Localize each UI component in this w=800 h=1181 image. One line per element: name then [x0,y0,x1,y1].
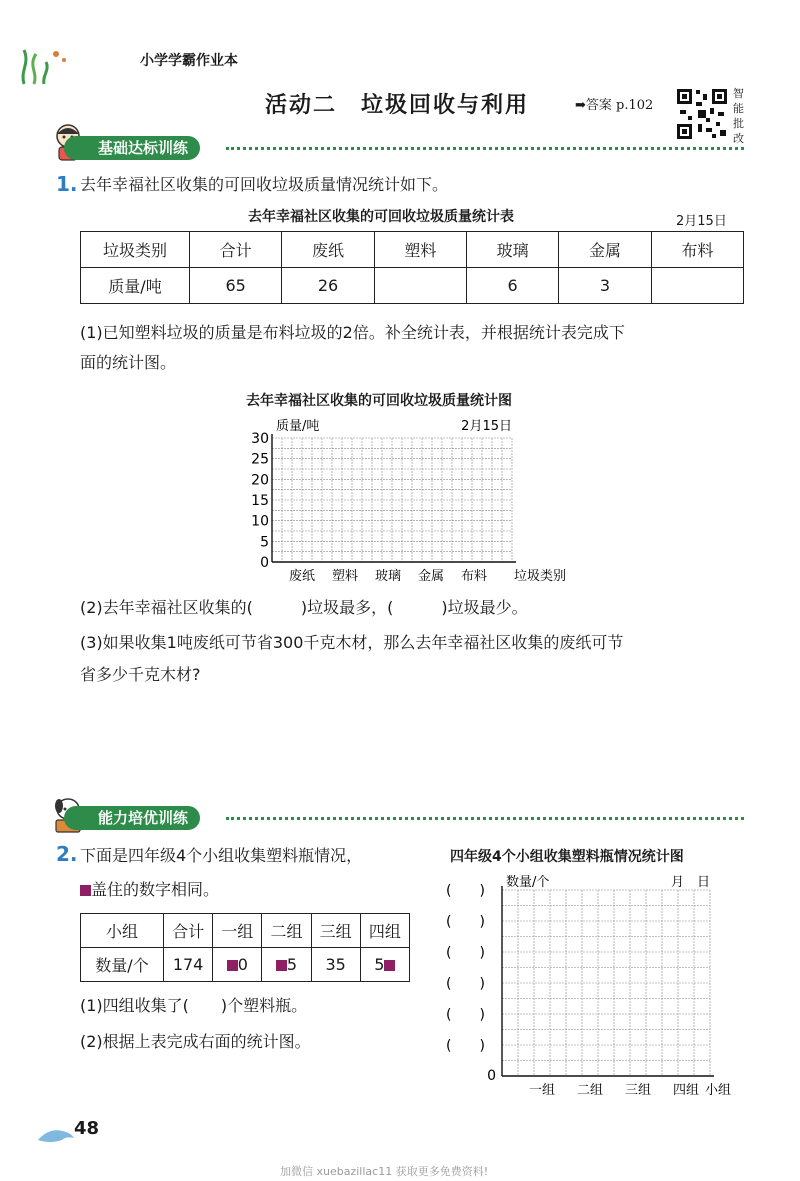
book-title: 小学学霸作业本 [140,53,238,69]
question-text: 下面是四年级4个小组收集塑料瓶情况， [80,846,363,865]
page-number: 48 [74,1118,100,1139]
table-cell: 174 [164,948,213,982]
y-tick-blank: ( ) [446,914,485,930]
table-date: 2月15日 [676,214,727,229]
sub-question-2: (2)去年幸福社区收集的( )垃圾最多，( )垃圾最少。 [80,598,528,617]
y-tick-blank: ( ) [446,1007,485,1023]
sub-question-2: (2)根据上表完成右面的统计图。 [80,1032,311,1051]
x-tick-label: 金属 [417,569,445,584]
x-tick-label: 二组 [576,1083,604,1098]
x-tick-label: 塑料 [331,569,359,584]
section-banner-basic: 基础达标训练 [64,136,200,160]
table-header-cell: 塑料 [374,232,466,268]
sub-question-3: (3)如果收集1吨废纸可节省300千克木材，那么去年幸福社区收集的废纸可节 [80,633,624,652]
table-header-cell: 金属 [559,232,651,268]
dolphin-icon [36,1124,76,1146]
waste-stat-table [80,231,744,304]
table-cell: 65 [190,268,282,304]
sub-question-3-cont: 省多少千克木材? [80,665,201,684]
activity-title: 活动二 垃圾回收与利用 [265,93,530,118]
table-header-cell: 玻璃 [466,232,558,268]
table-header-cell: 三组 [311,914,360,948]
chart-title-2: 四年级4个小组收集塑料瓶情况统计图 [450,849,684,865]
table-cell: 5 [262,948,311,982]
y-tick-label: 15 [251,493,269,509]
sub-question-1: (1)四组收集了( )个塑料瓶。 [80,996,308,1015]
bottle-bar-chart[interactable] [440,866,752,1098]
table-header-cell: 四组 [360,914,409,948]
table-cell: 6 [466,268,558,304]
cover-square-icon [80,885,91,896]
section-banner-advanced: 能力培优训练 [64,806,200,830]
banner-dotted-rule [226,147,744,150]
y-axis-title: 数量/个 [506,875,550,890]
table-cell: 35 [311,948,360,982]
bottle-stat-table [80,913,410,982]
table-cell: 3 [559,268,651,304]
qr-code-icon[interactable] [676,88,728,140]
sub-question-1-cont: 面的统计图。 [80,353,177,372]
table-header-cell: 二组 [262,914,311,948]
waste-bar-chart[interactable] [236,412,586,588]
table-header-cell: 垃圾类别 [81,232,190,268]
y-tick-label: 0 [260,555,269,571]
question-text: 去年幸福社区收集的可回收垃圾质量情况统计如下。 [80,175,449,194]
banner-dotted-rule [226,817,744,820]
table-blank-cell[interactable] [651,268,743,304]
table-title: 去年幸福社区收集的可回收垃圾质量统计表 [248,209,514,225]
table-header-cell: 布料 [651,232,743,268]
question-number: 2. [56,842,78,866]
y-tick-blank: ( ) [446,945,485,961]
cover-square-icon [227,960,238,971]
y-tick-label: 10 [251,513,269,530]
watermark: 加微信 xuebazillac11 获取更多免费资料! [280,1165,489,1178]
x-tick-label: 废纸 [288,569,316,584]
table-cell: 0 [213,948,262,982]
question-number: 1. [56,172,78,196]
y-tick-label: 25 [251,451,269,468]
y-tick-label: 0 [487,1068,496,1084]
y-tick-blank: ( ) [446,1038,485,1054]
table-header-cell: 合计 [164,914,213,948]
table-header-cell: 一组 [213,914,262,948]
smart-grading-label: 智能批改 [733,87,744,145]
table-cell: 26 [282,268,374,304]
chart-date: 月 日 [670,875,710,890]
table-blank-cell[interactable] [374,268,466,304]
table-row-label: 数量/个 [81,948,164,982]
x-tick-label: 玻璃 [374,569,402,584]
y-tick-label: 20 [251,472,269,489]
table-header-cell: 小组 [81,914,164,948]
x-tick-label: 一组 [528,1083,556,1098]
table-row-label: 质量/吨 [81,268,190,304]
x-tick-label: 三组 [624,1083,652,1098]
y-tick-blank: ( ) [446,883,485,899]
cover-square-icon [276,960,287,971]
cover-square-icon [384,960,395,971]
y-tick-blank: ( ) [446,976,485,992]
y-tick-label: 30 [251,431,269,447]
seaweed-decoration-icon [14,40,74,85]
sub-question-1: (1)已知塑料垃圾的质量是布料垃圾的2倍。补全统计表，并根据统计表完成下 [80,323,625,342]
chart-title-1: 去年幸福社区收集的可回收垃圾质量统计图 [246,393,512,409]
y-tick-label: 5 [260,534,269,551]
answer-reference: ➡答案 p.102 [575,98,654,113]
x-tick-label: 布料 [460,569,488,584]
table-header-cell: 合计 [190,232,282,268]
x-axis-title: 垃圾类别 [514,569,567,584]
y-axis-title: 质量/吨 [276,419,320,434]
question-text-cont: 盖住的数字相同。 [80,879,219,901]
x-axis-title: 小组 [704,1083,732,1098]
chart-date: 2月15日 [461,419,512,434]
x-tick-label: 四组 [672,1083,700,1098]
table-cell: 5 [360,948,409,982]
table-header-cell: 废纸 [282,232,374,268]
